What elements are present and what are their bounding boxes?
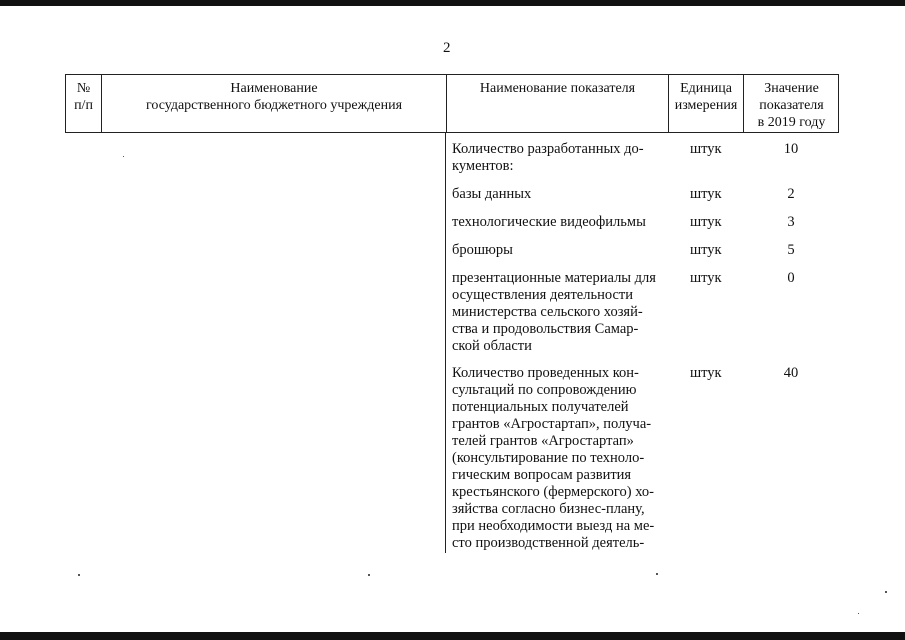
unit-cell: штук bbox=[690, 186, 722, 202]
scan-speck bbox=[858, 613, 859, 614]
scan-speck bbox=[78, 574, 80, 576]
header-value: Значение показателя в 2019 году bbox=[757, 81, 826, 130]
scan-border-bottom bbox=[0, 632, 905, 640]
unit-cell: штук bbox=[690, 242, 722, 258]
value-cell: 0 bbox=[787, 270, 795, 286]
indicator-videos: технологические видеофильмы bbox=[452, 214, 646, 230]
value-cell: 2 bbox=[787, 186, 795, 202]
header-unit: Единица измерения bbox=[674, 81, 738, 113]
indicator-presentations: презентационные материалы для осуществления деятельности министерства сельского хозяй- ства и продовольствия Самар- ской области bbox=[452, 270, 656, 354]
header-institution: Наименование государственного бюджетного учреждения bbox=[145, 81, 403, 113]
indicator-databases: базы данных bbox=[452, 186, 532, 202]
unit-cell: штук bbox=[690, 141, 722, 157]
scan-border-top bbox=[0, 0, 905, 6]
header-indicator: Наименование показателя bbox=[479, 81, 636, 96]
unit-cell: штук bbox=[690, 270, 722, 286]
value-cell: 10 bbox=[783, 141, 799, 157]
indicator-consultations: Количество проведенных кон- сультаций по сопровождению потенциальных получателей грантов «Агростартап», получа- телей грантов «Агростартап» (консультирование по техноло- гическим вопросам развития крестьянского (фермерского) хо- зяйства согласно бизнес-плану, при необходимости выезд на ме- сто производственной деятель- bbox=[452, 365, 655, 551]
scan-speck bbox=[123, 156, 124, 157]
column-divider bbox=[445, 133, 446, 553]
page-number: 2 bbox=[443, 40, 451, 56]
scan-speck bbox=[368, 574, 370, 576]
header-num: № п/п bbox=[74, 81, 93, 113]
value-cell: 3 bbox=[787, 214, 795, 230]
scan-speck bbox=[656, 573, 658, 575]
unit-cell: штук bbox=[690, 214, 722, 230]
value-cell: 40 bbox=[783, 365, 799, 381]
table-header bbox=[65, 74, 839, 133]
indicator-documents: Количество разработанных до- кументов: bbox=[452, 141, 644, 174]
scan-speck bbox=[885, 591, 887, 593]
unit-cell: штук bbox=[690, 365, 722, 381]
indicator-brochures: брошюры bbox=[452, 242, 513, 258]
value-cell: 5 bbox=[787, 242, 795, 258]
